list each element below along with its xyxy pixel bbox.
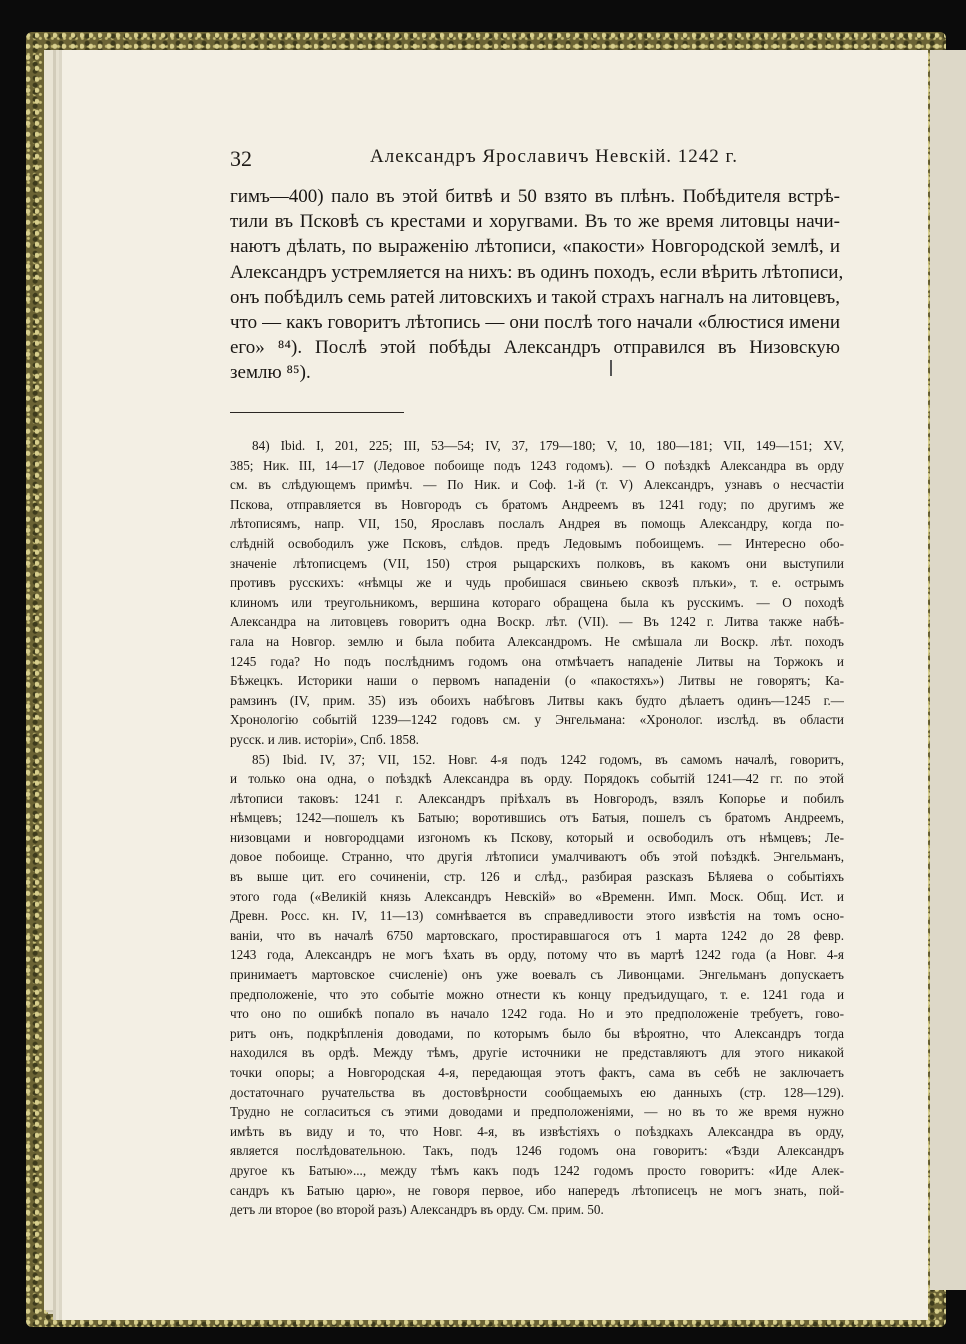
- footnote-line: низовцами и новгородцами изгономъ къ Пскову, который и освободилъ отъ нѣмцевъ; Ле-: [230, 829, 844, 845]
- footnote-line: 1243 года, Александръ не могъ ѣхать въ орду, потому что въ мартѣ 1242 года (а Новг. 4-я: [230, 947, 844, 963]
- footnote-line: находился въ ордѣ. Между тѣмъ, другіе источники не представляютъ для этого никакой: [230, 1045, 844, 1061]
- footnote-line: Древн. Росс. кн. IV, 11—13) сомнѣвается въ справедливости этого извѣстія на томъ осно-: [230, 908, 844, 924]
- footnote-line: Хронологію событій 1239—1242 годовъ см. у Энгельмана: «Хронолог. изслѣд. въ области: [230, 712, 844, 728]
- text-line: тили въ Псковѣ съ крестами и хоругвами. Въ то же время литовцы начи-: [230, 211, 840, 233]
- footnote-line: значеніе лѣтописцемъ (VII, 150) строя рыцарскихъ полковъ, въ какомъ они выступили: [230, 555, 844, 571]
- footnote-line: противъ русскихъ: «нѣмцы же и чудь пробишася свиньею сквозѣ плъки», т. е. острымъ: [230, 575, 844, 591]
- facing-page-edge: [930, 50, 966, 1290]
- footnote-line: является послѣдовательною. Такъ, подъ 1246 годомъ она говоритъ: «Ѣзди Александръ: [230, 1143, 844, 1159]
- footnote-line: 84) Ibid. I, 201, 225; III, 53—54; IV, 37, 179—180; V, 10, 180—181; VII, 149—151; XV,: [252, 438, 844, 453]
- footnote-line: и только она одна, о поѣздкѣ Александра въ орду. Порядокъ событій 1241—42 гг. по этой: [230, 771, 844, 787]
- footnote-line: довое побоище. Странно, что другія лѣтописи умалчиваютъ объ этой поѣздкѣ. Энгельманъ,: [230, 849, 844, 865]
- footnote-line: 85) Ibid. IV, 37; VII, 152. Новг. 4-я подъ 1242 годомъ, въ самомъ началѣ, говоритъ,: [252, 751, 844, 767]
- text-line: его» ⁸⁴). Послѣ этой побѣды Александръ отправился въ Низовскую: [230, 337, 840, 359]
- pencil-mark: [610, 360, 612, 376]
- footnote-line: Пскова, отправляется въ Новгородъ съ братомъ Андреемъ въ 1241 году; по другимъ же: [230, 496, 844, 512]
- footnote-line: этого года («Великій князь Александръ Невскій» во «Временн. Имп. Моск. Общ. Ист. и: [230, 888, 844, 904]
- footnote-line: слѣдній освободилъ уже Псковъ, слѣдов. предъ Ледовымъ побоищемъ. — Интересно обо-: [230, 535, 844, 551]
- footnote-line: Бѣжецкъ. Историки наши о первомъ нападеніи (о «пакостяхъ») Литвы не говорятъ; Ка-: [230, 673, 844, 689]
- page-header: [230, 146, 846, 174]
- footnotes-block: [230, 436, 844, 1220]
- text-line: онъ побѣдилъ семь ратей литовскихъ и такой страхъ нагналъ на литовцевъ,: [230, 286, 840, 308]
- text-line: что — какъ говоритъ лѣтопись — они послѣ того начали «блюстися имени: [230, 311, 840, 333]
- footnote-line: что оно по ошибкѣ попало въ начало 1242 года. Но и это предположеніе требуетъ, гово-: [230, 1006, 844, 1022]
- text-line: Александръ устремляется на нихъ: въ одинъ походъ, если вѣрить лѣтописи,: [230, 261, 844, 283]
- footnote-line: нѣмцевъ; 1242—пошелъ къ Батыю; воротившись отъ Батыя, пошелъ съ братомъ Андреемъ,: [230, 810, 844, 826]
- footnote-line: ритъ онъ, подкрѣпленія доводами, по которымъ было бы вѣроятно, что Александръ тогда: [230, 1025, 844, 1041]
- main-paragraph: [230, 184, 844, 386]
- footnote-line: имѣть въ виду и то, что Новг. 4-я, въ извѣстіяхъ о поѣздкахъ Александра въ орду,: [230, 1123, 844, 1139]
- text-line: гимъ—400) пало въ этой битвѣ и 50 взято въ плѣнъ. Побѣдителя встрѣ-: [230, 186, 840, 207]
- running-title: Александръ Ярославичъ Невскій. 1242 г.: [370, 146, 738, 167]
- footnote-line: детъ ли второе (во второй разъ) Александръ въ орду. См. прим. 50.: [230, 1202, 604, 1218]
- footnote-line: точки опоры; а Новгородская 4-я, передающая этотъ фактъ, сама въ себѣ не заключаетъ: [230, 1065, 844, 1080]
- footnote-line: лѣтописи таковъ: 1241 г. Александръ пріѣхалъ въ Новгородъ, взялъ Копорье и побилъ: [230, 790, 844, 806]
- text-line: наютъ дѣлать, по выраженію лѣтописи, «пакости» Новгородской землѣ, и: [230, 236, 840, 258]
- footnote-line: 1245 года? Но подъ послѣднимъ годомъ она отмѣчаетъ нападеніе Литвы на Торжокъ и: [230, 653, 844, 669]
- footnote-line: лѣтописямъ, напр. VII, 150, Ярославъ послалъ Андрея въ помощь Александру, когда по-: [230, 516, 844, 532]
- text-line: землю ⁸⁵).: [230, 362, 311, 384]
- footnote-line: въ выше цит. его сочиненіи, стр. 126 и слѣд., разбирая разсказъ Бѣляева о событіяхъ: [230, 869, 844, 885]
- footnote-line: 385; Ник. III, 14—17 (Ледовое побоище подъ 1243 годомъ). — О поѣздкѣ Александра въ орду: [230, 457, 844, 473]
- footnote-line: сандръ къ Батыю царю», не говоря первое, ибо напередъ лѣтописецъ не могъ знать, пой-: [230, 1182, 844, 1198]
- footnote-line: принимаетъ мартовское счисленіе) онъ уже воевалъ съ Ливонцами. Энгельманъ допускаетъ: [230, 967, 844, 983]
- footnote-line: см. въ слѣдующемъ примѣч. — По Ник. и Соф. 1-й (т. V) Александръ, узнавъ о несчастіи: [230, 477, 844, 493]
- footnote-line: другое къ Батыю»..., между тѣмъ какъ подъ 1242 годомъ просто говоритъ: «Иде Алек-: [230, 1162, 844, 1178]
- footnote-line: предположеніе, что это событіе можно отнести къ концу предъидущаго, т. е. 1241 года и: [230, 986, 844, 1002]
- footnote-line: рамзинъ (IV, прим. 35) изъ обоихъ набѣговъ Литвы какъ будто дѣлаетъ одинъ—1245 г.—: [230, 692, 844, 708]
- footnote-line: клиномъ или треугольникомъ, вершина котораго обращена была къ русскимъ. — О походѣ: [230, 594, 844, 610]
- footnote-line: русск. и лив. исторіи», Спб. 1858.: [230, 731, 419, 747]
- footnote-line: ваніи, что въ началѣ 6750 мартовскаго, простиравшагося отъ 1 марта 1242 до 28 февр.: [230, 927, 844, 943]
- footnote-line: Трудно не согласиться съ этими доводами и предположеніями, — но въ то же время нужно: [230, 1104, 844, 1120]
- footnote-line: Александра на литовцевъ говоритъ одна Воскр. лѣт. (VII). — Въ 1242 г. Литва также набѣ-: [230, 614, 844, 630]
- footnote-line: достаточнаго ручательства въ достовѣрности сообщаемыхъ ею данныхъ (стр. 128—129).: [230, 1084, 844, 1100]
- footnote-rule: [230, 412, 404, 413]
- page-number: 32: [230, 146, 252, 171]
- footnote-line: гала на Новгор. землю и была побита Александромъ. Не смѣшала ли Воскр. лѣт. походъ: [230, 633, 844, 649]
